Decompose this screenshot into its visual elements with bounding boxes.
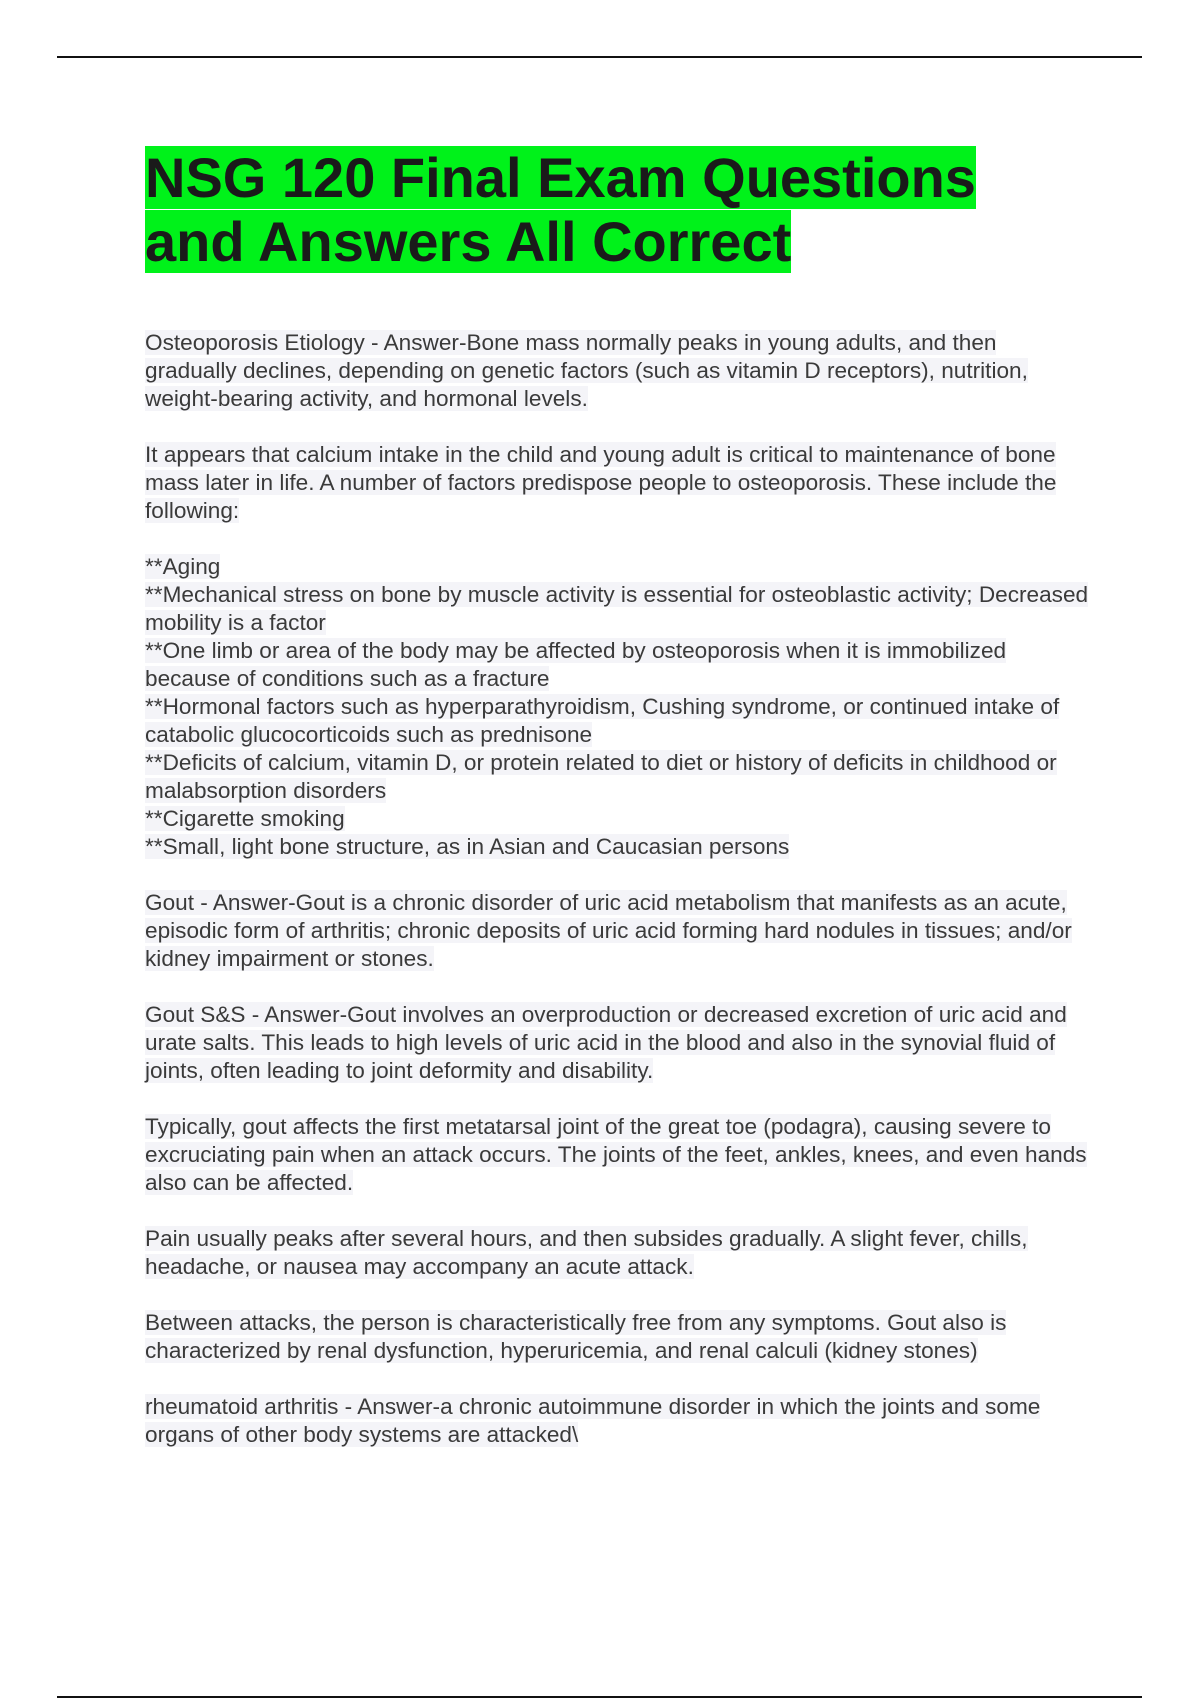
paragraph-text: Gout - Answer-Gout is a chronic disorder of uric acid metabolism that manifests as an acute, episodic form of arthritis; chronic deposits of uric acid forming hard nodules in tissues; and/or kidney impairment or stones. [145, 890, 1072, 971]
top-divider [57, 56, 1142, 58]
paragraph-text: rheumatoid arthritis - Answer-a chronic autoimmune disorder in which the joints and some organs of other body systems are attacked\ [145, 1394, 1041, 1447]
gout-pain-paragraph [145, 1225, 1090, 1281]
bottom-divider [57, 1696, 1142, 1698]
gout-signs-paragraph [145, 1001, 1090, 1085]
gout-between-attacks-paragraph [145, 1309, 1090, 1365]
document-body [145, 329, 1090, 1477]
list-item [145, 805, 1090, 833]
list-item-text: **Hormonal factors such as hyperparathyroidism, Cushing syndrome, or continued intake of catabolic glucocorticoids such as prednisone [145, 694, 1060, 747]
list-item [145, 553, 1090, 581]
list-item-text: **Mechanical stress on bone by muscle activity is essential for osteoblastic activity; Decreased mobility is a factor [145, 582, 1089, 635]
title-highlight: NSG 120 Final Exam Questions and Answers All Correct [145, 146, 976, 273]
paragraph-text: Gout S&S - Answer-Gout involves an overproduction or decreased excretion of uric acid and urate salts. This leads to high levels of uric acid in the blood and also in the synovial fluid of joints, often leading to joint deformity and disability. [145, 1002, 1067, 1083]
osteoporosis-etiology-paragraph [145, 329, 1090, 413]
rheumatoid-arthritis-paragraph [145, 1393, 1090, 1449]
paragraph-text: It appears that calcium intake in the child and young adult is critical to maintenance of bone mass later in life. A number of factors predispose people to osteoporosis. These include the following: [145, 442, 1057, 523]
list-item-text: **Cigarette smoking [145, 806, 345, 831]
list-item [145, 581, 1090, 637]
list-item [145, 749, 1090, 805]
list-item-text: **One limb or area of the body may be affected by osteoporosis when it is immobilized because of conditions such as a fracture [145, 638, 1007, 691]
list-item-text: **Deficits of calcium, vitamin D, or protein related to diet or history of deficits in childhood or malabsorption disorders [145, 750, 1057, 803]
paragraph-text: Between attacks, the person is characteristically free from any symptoms. Gout also is characterized by renal dysfunction, hyperuricemia, and renal calculi (kidney stones) [145, 1310, 1007, 1363]
gout-podagra-paragraph [145, 1113, 1090, 1197]
list-item [145, 693, 1090, 749]
list-item-text: **Small, light bone structure, as in Asian and Caucasian persons [145, 834, 790, 859]
paragraph-text: Pain usually peaks after several hours, and then subsides gradually. A slight fever, chills, headache, or nausea may accompany an acute attack. [145, 1226, 1028, 1279]
document-title [145, 146, 1045, 274]
paragraph-text: Osteoporosis Etiology - Answer-Bone mass normally peaks in young adults, and then gradually declines, depending on genetic factors (such as vitamin D receptors), nutrition, weight-bearing activity, and hormonal levels. [145, 330, 1028, 411]
list-item-text: **Aging [145, 554, 221, 579]
calcium-intake-paragraph [145, 441, 1090, 525]
paragraph-text: Typically, gout affects the first metatarsal joint of the great toe (podagra), causing severe to excruciating pain when an attack occurs. The joints of the feet, ankles, knees, and even hands also can be affected. [145, 1114, 1087, 1195]
list-item [145, 637, 1090, 693]
risk-factor-list [145, 553, 1090, 861]
list-item [145, 833, 1090, 861]
gout-definition-paragraph [145, 889, 1090, 973]
